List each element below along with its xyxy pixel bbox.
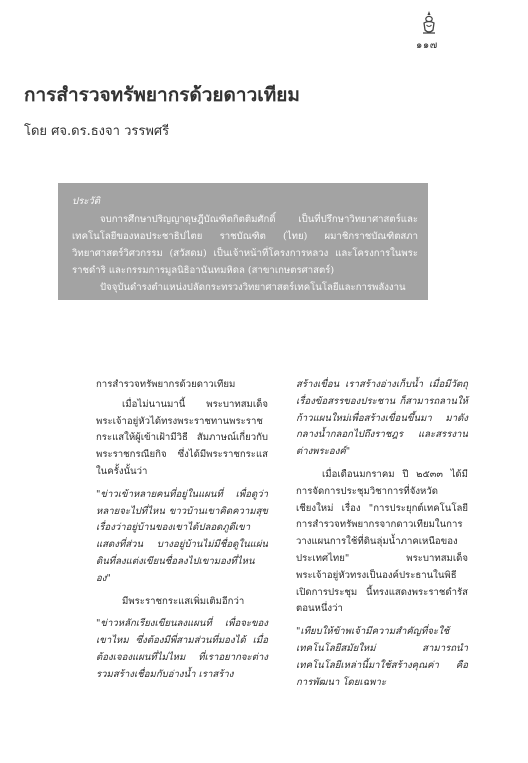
article-title: การสำรวจทรัพยากรด้วยดาวเทียม xyxy=(24,84,300,106)
article-author: โดย ศจ.ดร.ธงจา วรรพศรี xyxy=(24,124,170,139)
bio-paragraph: จบการศึกษาปริญญาดุษฎีบัณฑิตกิตติมศักดิ์ เป็นที่ปรึกษาวิทยาศาสตร์และเทคโนโลยีของหอประชาธิปไตย ราชบัณฑิต (ไทย) ผมาชิกราชบัณฑิตสภาวิทยาศาสตร์วิศวกรรม (สวัสดม) เป็นเจ้าหน้าที่โครงการหลวง และโครงการในพระราชดำริ และกรรมการมูลนิธิอานันทมหิดล (สาขาเกษตรศาสตร์) xyxy=(72,214,418,276)
royal-quote: "ข่าวเข้าหลายคนที่อยู่ในแผนที่ เพื่อดูว่าหลายจะไปที่ไหน ขาวบ้านเขาคิดความสุขเรื่องว่าอยู่บ้านของเขาได้ปลอดภูดีเขาแสดงที่ส่วน บางอยู่บ้านไม่มีชื่อดูในแผ่นดินที่ลงแต่งเขียนชื่อลงไปเขามองที่ไหนอง" xyxy=(96,488,268,584)
author-bio-box xyxy=(58,183,428,300)
royal-quote: "ข่าวหลักเรียงเขียนลงแผนที่ เพื่อจะของเขาไหม ซึ่งต้องมีพี่สามส่วนที่มองได้ เมื่อต้องเจองแผนที่ไม่ไหม ที่เราอยากจะต่างรวมสร้างเชื่อมกับอ่างน้ำ เราสร้าง xyxy=(96,618,268,680)
body-column-right xyxy=(296,377,468,697)
body-column-left xyxy=(96,377,268,690)
body-paragraph: เมื่อไม่นานมานี้ พระบาทสมเด็จพระเจ้าอยู่หัวได้ทรงพระราชทานพระราชกระแสให้ผู้เข้าเฝ้ามีวิธี สัมภาษณ์เกี่ยวกับพระราชกรณียกิจ ซึ่งได้มีพระราชกระแสในครั้งนั้นว่า xyxy=(96,398,268,477)
bio-heading: ประวัติ xyxy=(72,196,101,207)
royal-quote-continued: สร้างเขื่อน เราสร้างอ่างเก็บน้ำ เมื่อมีวัตถุเรื่องข้อสรรของประชาน ก็สามารถลานให้ก้าวแผนใหม่เพื่อสร้างเขื่อนขึ้นมา มาดังกลางน้ำกลอกไปถึงราชฎร และสรรงานต่างพระองค์" xyxy=(296,379,468,458)
section-heading: การสำรวจทรัพยากรด้วยดาวเทียม xyxy=(96,379,236,390)
royal-emblem-icon xyxy=(420,10,438,36)
page-number: ๑๑๗ xyxy=(416,40,438,51)
royal-quote: "เทียบให้ข้าพเจ้ามีความสำคัญที่จะใช้เทคโนโลยีสมัยใหม่ สามารถนำเทคโนโลยีเหล่านี้มาใช้สร้างคุณค่า คือ การพัฒนา โดยเฉพาะ xyxy=(296,626,468,688)
body-paragraph: เมื่อเดือนมกราคม ปี ๒๕๓๓ ได้มีการจัดการประชุมวิชาการที่จังหวัดเชียงใหม่ เรื่อง "การประยุกต์เทคโนโลยีการสำรวจทรัพยากรจากดาวเทียมในการวางแผนการใช้ที่ดินลุ่มน้ำภาคเหนือของประเทศไทย" พระบาทสมเด็จพระเจ้าอยู่หัวทรงเป็นองค์ประธานในพิธีเปิดการประชุม นี้ทรงแสดงพระราชดำรัสตอนหนึ่งว่า xyxy=(296,468,468,615)
bio-paragraph: ปัจจุบันดำรงตำแหน่งปลัดกระทรวงวิทยาศาสตร์เทคโนโลยีและการพลังงาน xyxy=(100,282,406,293)
body-paragraph: มีพระราชกระแสเพิ่มเติมอีกว่า xyxy=(122,595,245,607)
